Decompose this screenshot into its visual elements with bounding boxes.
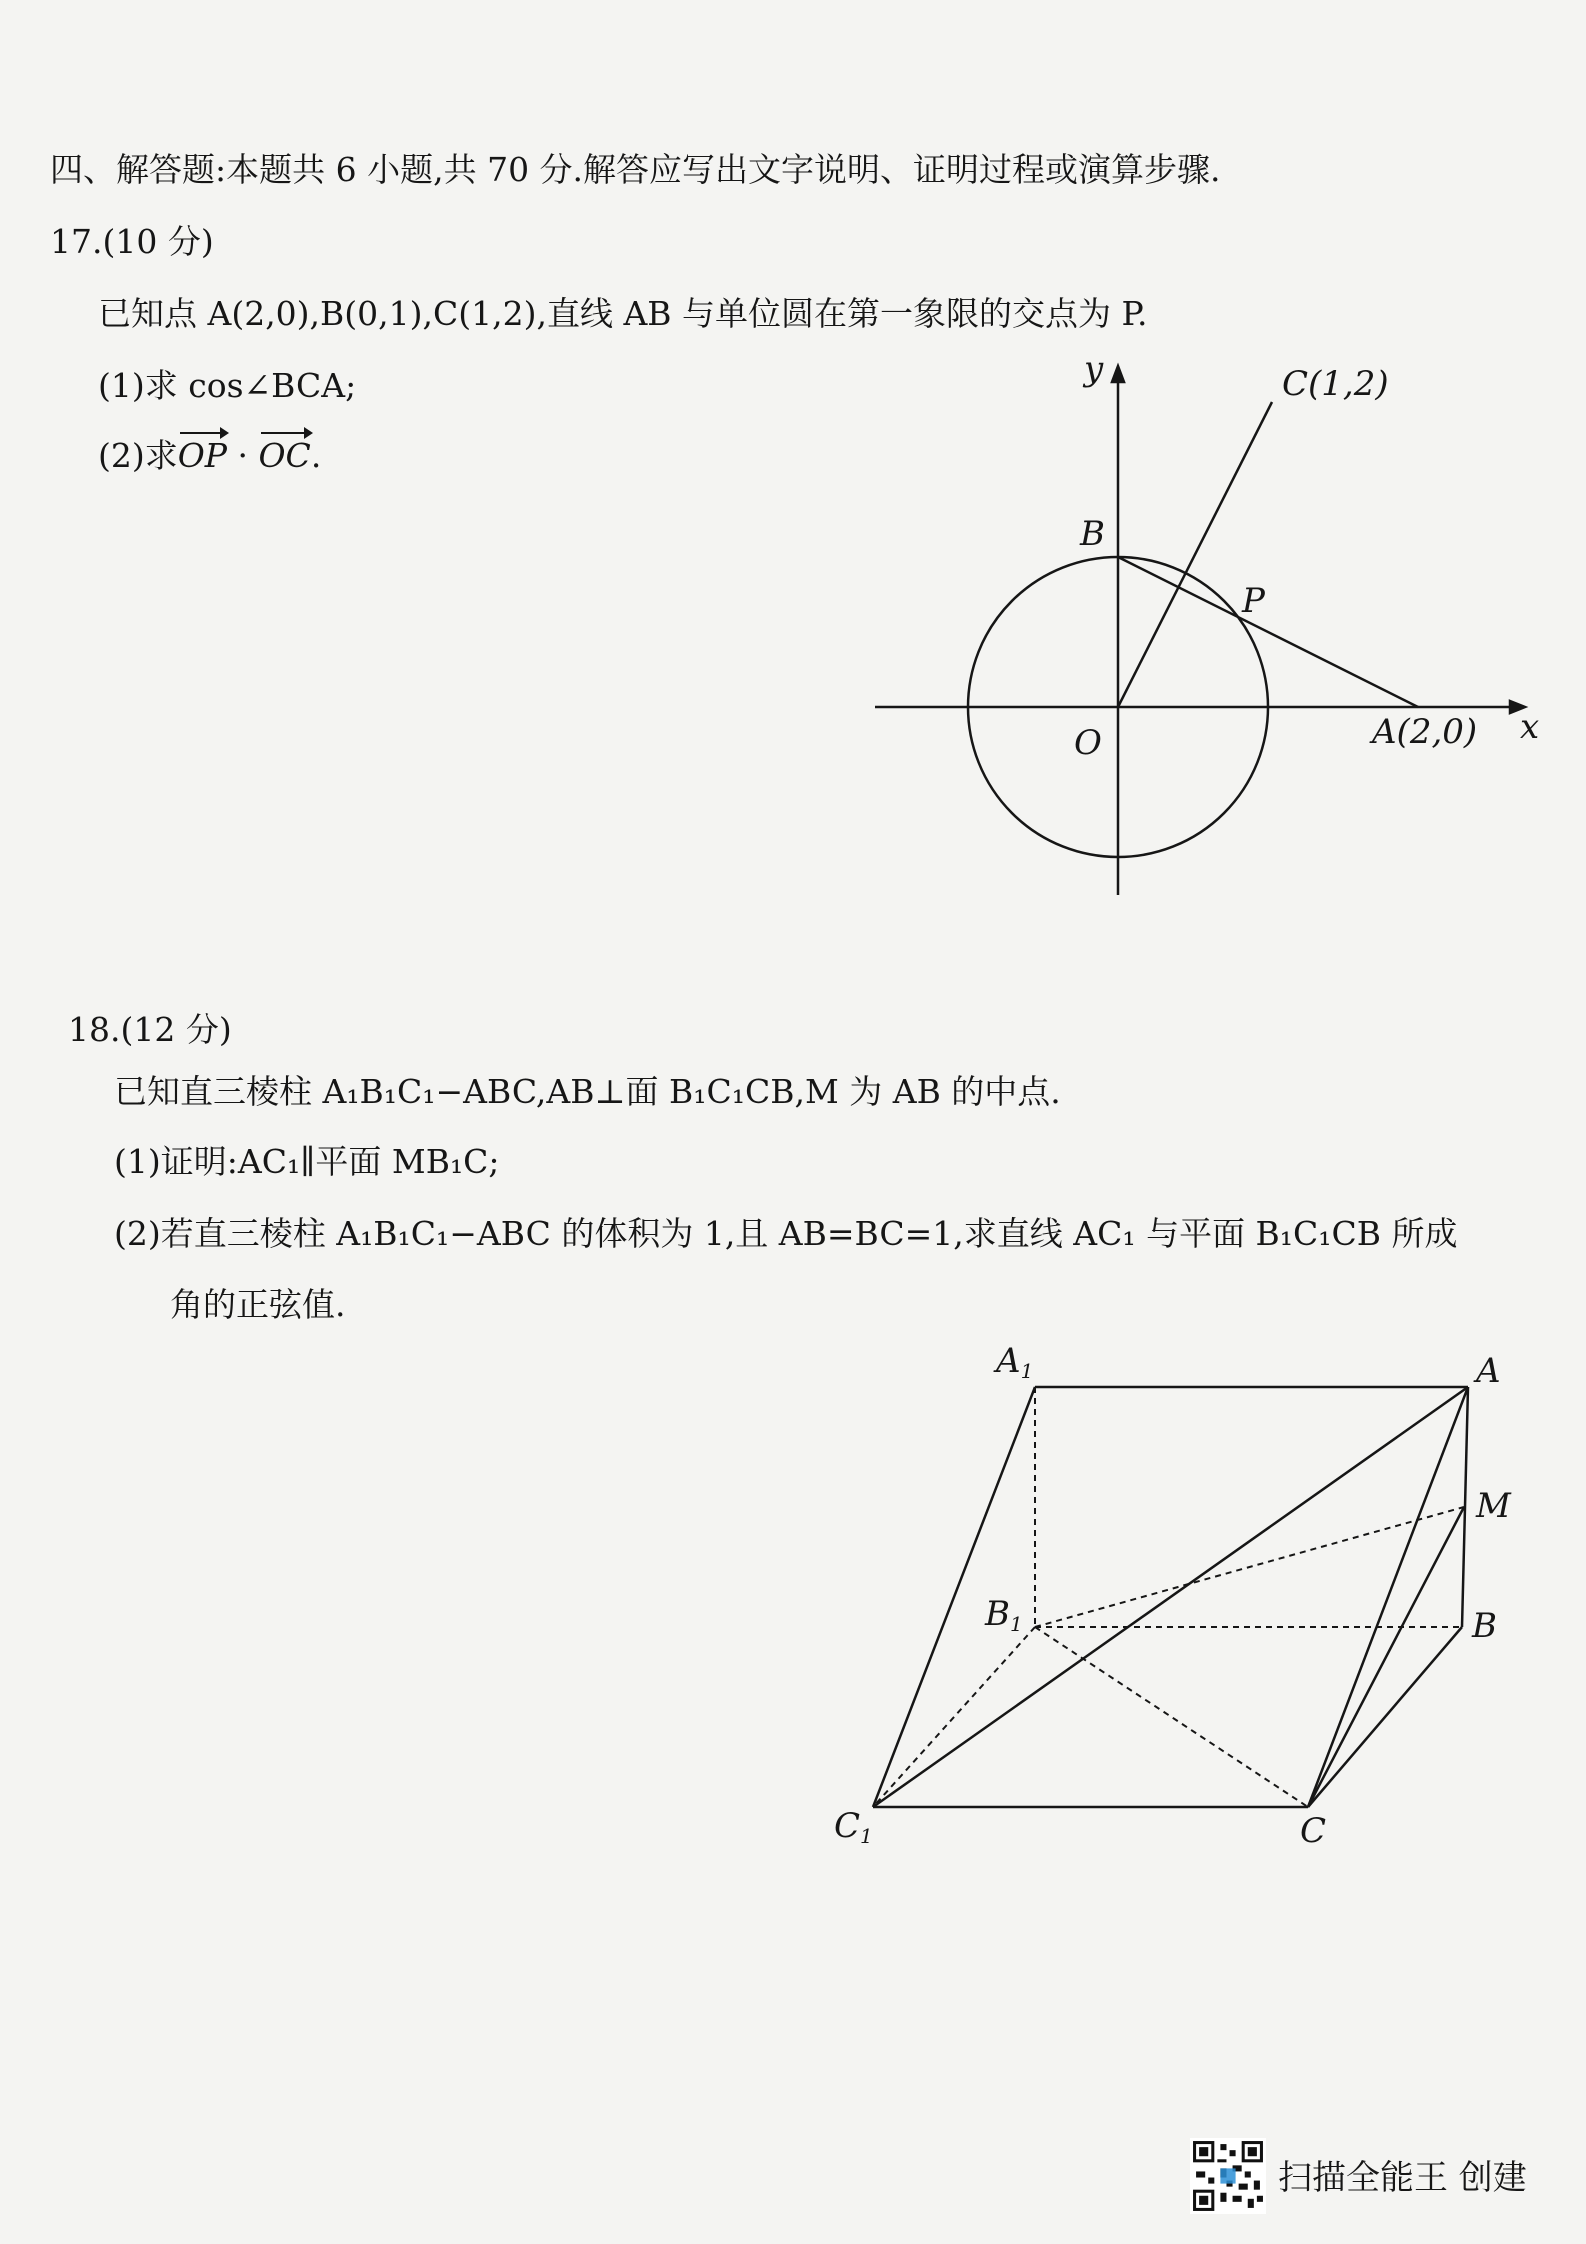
label-c: C(1,2)	[1282, 364, 1389, 404]
qr-code-icon	[1190, 2138, 1266, 2214]
edge-bc	[1308, 1627, 1462, 1807]
q17-part2	[98, 436, 321, 476]
label-o: O	[1074, 723, 1102, 763]
q18-figure	[820, 1340, 1520, 1860]
label-c1: C1	[834, 1806, 873, 1848]
edge-ac1	[873, 1387, 1468, 1807]
segment-ab	[1118, 557, 1418, 707]
label-a: A	[1476, 1351, 1501, 1391]
label-c: C	[1300, 1811, 1327, 1851]
label-a: A(2,0)	[1372, 712, 1478, 752]
q17-number: 17.(10 分)	[50, 222, 214, 261]
q17-stem: 已知点 A(2,0),B(0,1),C(1,2),直线 AB 与单位圆在第一象限的交点为 P.	[98, 294, 1148, 333]
q17-part1: (1)求 cos∠BCA;	[98, 366, 357, 405]
q17-part2-prefix: (2)求	[98, 436, 178, 475]
q18-part2-line2: 角的正弦值.	[170, 1285, 346, 1324]
q17-figure	[860, 350, 1560, 910]
edge-mc	[1308, 1507, 1464, 1807]
q18-part1: (1)证明:AC₁∥平面 MB₁C;	[114, 1142, 500, 1181]
q18-part2-line1: (2)若直三棱柱 A₁B₁C₁−ABC 的体积为 1,且 AB=BC=1,求直线 AC₁ 与平面 B₁C₁CB 所成	[114, 1214, 1458, 1253]
label-p: P	[1242, 581, 1265, 621]
q18-stem: 已知直三棱柱 A₁B₁C₁−ABC,AB⊥面 B₁C₁CB,M 为 AB 的中点.	[114, 1072, 1061, 1111]
y-axis-arrow	[1112, 366, 1124, 382]
q17-part2-end: .	[310, 436, 322, 475]
q18-number: 18.(12 分)	[68, 1010, 232, 1049]
edge-a1c1	[873, 1387, 1035, 1807]
watermark-text: 扫描全能王 创建	[1278, 2158, 1527, 2198]
hidden-b1c	[1035, 1627, 1308, 1807]
edge-ac	[1308, 1387, 1468, 1807]
label-x: x	[1520, 707, 1540, 747]
vector-oc: OC	[258, 436, 311, 475]
section-heading: 四、解答题:本题共 6 小题,共 70 分.解答应写出文字说明、证明过程或演算步骤.	[50, 150, 1221, 189]
label-b1: B1	[985, 1594, 1023, 1636]
label-y: y	[1084, 350, 1104, 389]
label-m: M	[1476, 1486, 1511, 1526]
q17-part2-dot: ·	[227, 436, 259, 475]
segment-oc	[1118, 402, 1272, 707]
label-b: B	[1080, 514, 1105, 554]
vector-op: OP	[177, 436, 228, 475]
label-a1: A1	[996, 1341, 1034, 1383]
hidden-b1c1	[873, 1627, 1035, 1807]
label-b: B	[1472, 1606, 1497, 1646]
